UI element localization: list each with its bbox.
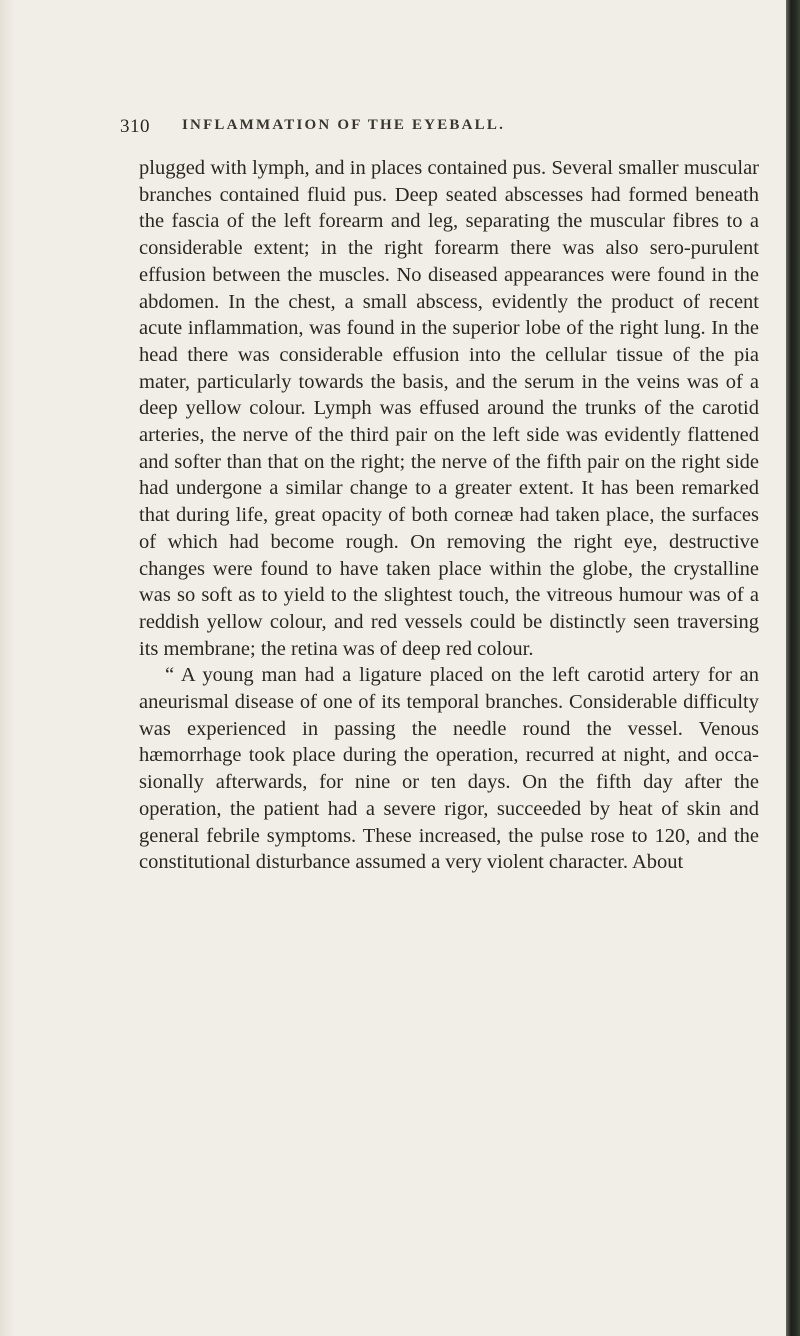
running-head: INFLAMMATION OF THE EYEBALL. bbox=[182, 117, 506, 133]
paragraph: “ A young man had a ligature placed on the left carotid artery for an aneurismal disease of one of its temporal branches. Considerable difficulty was experienced in passing the needle round the vessel. Venous hæmorrhage took place during the operation, recurred at night, and occasionally afterwards, for nine or ten days. On the fifth day after the operation, the patient had a severe rigor, succeeded by heat of skin and general febrile symptoms. These increased, the pulse rose to 120, and the constitutional disturbance assumed a very violent character. About bbox=[139, 664, 759, 874]
page-header bbox=[120, 116, 760, 140]
page-number: 310 bbox=[120, 116, 150, 137]
body-text bbox=[139, 155, 759, 876]
page-gutter-shadow bbox=[0, 0, 14, 1336]
book-edge bbox=[786, 0, 800, 1336]
paragraph: plugged with lymph, and in places contained pus. Several smaller muscular branches contained fluid pus. Deep seated abscesses had formed beneath the fascia of the left forearm and leg, separating the muscular fibres to a considerable extent; in the right forearm there was also sero-purulent effusion between the muscles. No diseased appearances were found in the abdomen. In the chest, a small abscess, evidently the product of recent acute inflammation, was found in the superior lobe of the right lung. In the head there was considerable effusion into the cellular tissue of the pia mater, particularly towards the basis, and the serum in the veins was of a deep yellow colour. Lymph was effused around the trunks of the carotid arteries, the nerve of the third pair on the left side was evidently flattened and softer than that on the right; the nerve of the fifth pair on the right side had undergone a similar change to a greater extent. It has been remarked that during life, great opacity of both corneæ had taken place, the surfaces of which had become rough. On removing the right eye, destructive changes were found to have taken place within the globe, the crystalline was so soft as to yield to the slightest touch, the vitreous humour was of a reddish yellow colour, and red vessels could be distinctly seen traversing its membrane; the retina was of deep red colour. bbox=[139, 157, 759, 660]
